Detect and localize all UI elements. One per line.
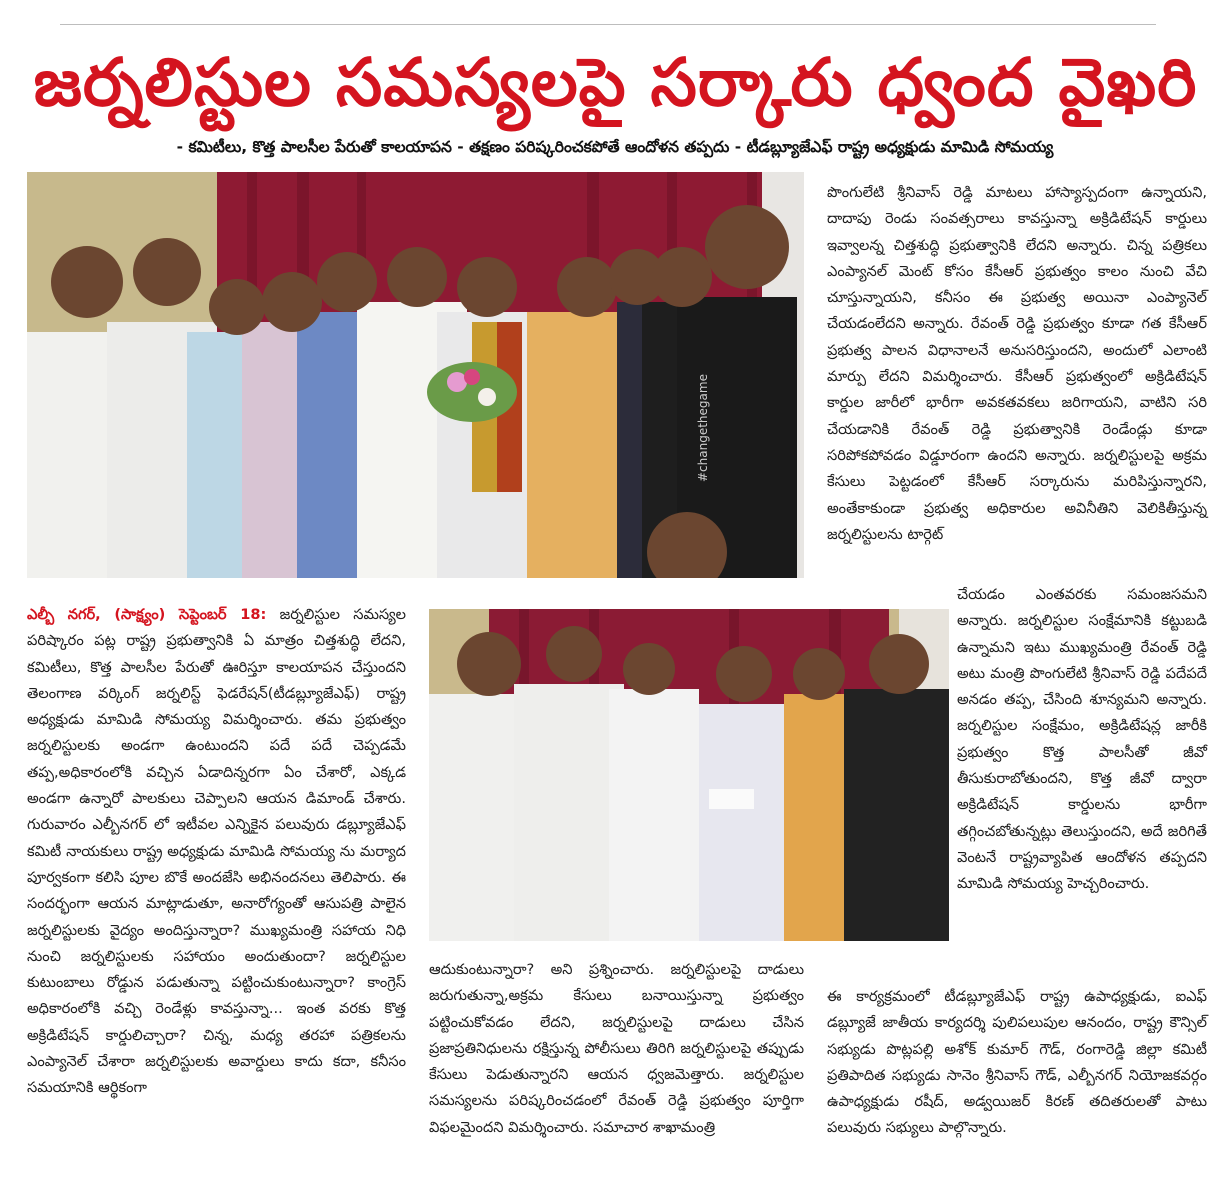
article-column-right-top [827, 180, 1207, 548]
headline: జర్నలిస్టుల సమస్యలపై సర్కారు ధ్వంద వైఖరి [33, 44, 1198, 121]
article-column-middle [429, 957, 804, 1141]
dateline: ఎల్బీ నగర్, (సాక్ష్యం) సెప్టెంబర్ 18: [27, 606, 267, 623]
article-text-left: జర్నలిస్టుల సమస్యల పరిష్కారం పట్ల రాష్ట్ర ప్రభుత్వానికి ఏ మాత్రం చిత్తశుద్ధి లేదని, కమిటీలు, కొత్త పాలసీల పేరుతో ఊరిస్తూ కాలయాపన చేస్తుందని తెలంగాణ వర్కింగ్ జర్నలిస్ట్ ఫెడరేషన్(టీడబ్ల్యూజేఎఫ్) రాష్ట్ర అధ్యక్షుడు మామిడి సోమయ్య విమర్శించారు. తమ ప్రభుత్వం జర్నలిస్టులకు అండగా ఉంటుందని పదే పదే చెప్పడమే తప్ప,అధికారంలోకి వచ్చిన ఏడాదిన్నరగా ఏం చేశారో, ఎక్కడ అండగా ఉన్నారో పాలకులు చెప్పాలని ఆయన డిమాండ్ చేశారు. గురువారం ఎల్బీనగర్ లో ఇటీవల ఎన్నికైన పలువురు డబ్ల్యూజేఎఫ్ కమిటీ నాయకులు రాష్ట్ర అధ్యక్షుడు మామిడి సోమయ్య ను మర్యాద పూర్వకంగా కలిసి పూల బొకే అందజేసి అభినందనలు తెలిపారు. ఈ సందర్భంగా ఆయన మాట్లాడుతూ, అనారోగ్యంతో ఆసుపత్రి పాలైన జర్నలిస్టులకు వైద్యం అందిస్తున్నారా? ముఖ్యమంత్రి సహాయ నిధి నుంచి జర్నలిస్టులకు సహాయం అందుతుందా? జర్నలిస్టుల కుటుంబాలు రోడ్డున పడుతున్నా పట్టించుకుంటున్నారా? కాంగ్రెస్ అధికారంలోకి వచ్చి రెండేళ్లు కావస్తున్నా... ఇంత వరకు కొత్త అక్రిడిటేషన్ కార్డులిచ్చారా? చిన్న, మధ్య తరహా పత్రికలను ఎంప్యానెల్ చేశారా జర్నలిస్టులకు అవార్డులు కాదు కదా, కనీసం సమయానికి ఆర్థికంగా [27, 606, 406, 1097]
article-column-right-bottom [827, 984, 1207, 1142]
subheadline: - కమిటీలు, కొత్త పాలసీల పేరుతో కాలయాపన - తక్షణం పరిష్కరించకపోతే ఆందోళన తప్పదు - టీడబ్ల్యూజేఎఫ్ రాష్ట్ర అధ్యక్షుడు మామిడి సోమయ్య [176, 138, 1054, 156]
photo-cheque-handover [429, 609, 949, 941]
tshirt-print: #changethegame [696, 374, 710, 482]
photo-bouquet-felicitation [27, 172, 804, 578]
article-text-right-bottom: ఈ కార్యక్రమంలో టీడబ్ల్యూజేఎఫ్ రాష్ట్ర ఉపాధ్యక్షుడు, ఐఎఫ్ డబ్ల్యూజే జాతీయ కార్యదర్శి పులిపలుపుల ఆనందం, రాష్ట్ర కౌన్సిల్ సభ్యుడు పొట్లపల్లి అశోక్ కుమార్ గౌడ్, రంగారెడ్డి జిల్లా కమిటీ ప్రతిపాదిత సభ్యుడు సానెం శ్రీనివాస్ గౌడ్, ఎల్బీనగర్ నియోజకవర్గం ఉపాధ్యక్షుడు రషీద్, అడ్వయిజర్ కిరణ్ తదితరులతో పాటు పలువురు సభ్యులు పాల్గొన్నారు. [827, 988, 1207, 1137]
article-column-left [27, 602, 406, 1102]
article-text-middle: ఆదుకుంటున్నారా? అని ప్రశ్నించారు. జర్నలిస్టులపై దాడులు జరుగుతున్నా,అక్రమ కేసులు బనాయిస్తున్నా ప్రభుత్వం పట్టించుకోవడం లేదని, జర్నలిస్టులపై దాడులు చేసిన ప్రజాప్రతినిధులను రక్షిస్తున్న పోలీసులు తిరిగి జర్నలిస్టులపై తప్పుడు కేసులు పెడుతున్నారని ఆయన ధ్వజమెత్తారు. జర్నలిస్టుల సమస్యలను పరిష్కరించడంలో రేవంత్ రెడ్డి ప్రభుత్వం పూర్తిగా విఫలమైందని విమర్శించారు. సమాచార శాఖామంత్రి [429, 961, 804, 1136]
top-rule [60, 24, 1156, 25]
article-text-right-top: పొంగులేటి శ్రీనివాస్ రెడ్డి మాటలు హాస్యాస్పదంగా ఉన్నాయని, దాదాపు రెండు సంవత్సరాలు కావస్తున్నా అక్రిడిటేషన్ కార్డులు ఇవ్వాలన్న చిత్తశుద్ధి ప్రభుత్వానికి లేదని అన్నారు. చిన్న పత్రికలు ఎంప్యానల్ మెంట్ కోసం కేసీఆర్ ప్రభుత్వం కాలం నుంచి వేచి చూస్తున్నాయని, కనీసం ఈ ప్రభుత్వ అయినా ఎంప్యానెల్ చేయడంలేదని అన్నారు. రేవంత్ రెడ్డి ప్రభుత్వం కూడా గత కేసీఆర్ ప్రభుత్వ పాలన విధానాలనే అనుసరిస్తుందని, అందులో ఎలాంటి మార్పు లేదని విమర్శించారు. కేసీఆర్ ప్రభుత్వంలో అక్రిడిటేషన్ కార్డుల జారీలో భారీగా అవకతవకలు జరిగాయని, వాటిని సరి చేయడానికి రేవంత్ రెడ్డి ప్రభుత్వానికి రెండేండ్లు కూడా సరిపోకపోవడం విడ్డూరంగా ఉందని అన్నారు. జర్నలిస్టులపై అక్రమ కేసులు పెట్టడంలో కేసీఆర్ సర్కారును మరిపిస్తున్నారని, అంతేకాకుండా ప్రభుత్వ అధికారుల అవినీతిని వెలికితీస్తున్న జర్నలిస్టులను టార్గెట్ [827, 184, 1207, 543]
article-text-right-narrow: చేయడం ఎంతవరకు సమంజసమని అన్నారు. జర్నలిస్టుల సంక్షేమానికి కట్టుబడి ఉన్నామని ఇటు ముఖ్యమంత్రి రేవంత్ రెడ్డి అటు మంత్రి పొంగులేటి శ్రీనివాస్ రెడ్డి పదేపదే అనడం తప్ప, చేసింది శూన్యమని అన్నారు. జర్నలిస్టుల సంక్షేమం, అక్రిడిటేషన్ల జారీకి ప్రభుత్వం కొత్త పాలసీతో జీవో తీసుకురాబోతుందని, కొత్త జీవో ద్వారా అక్రిడిటేషన్ కార్డులను భారీగా తగ్గించబోతున్నట్లు తెలుస్తుందని, అదే జరిగితే వెంటనే రాష్ట్రవ్యాపిత ఆందోళన తప్పదని మామిడి సోమయ్య హెచ్చరించారు. [957, 586, 1207, 893]
article-column-right-narrow [957, 582, 1207, 898]
